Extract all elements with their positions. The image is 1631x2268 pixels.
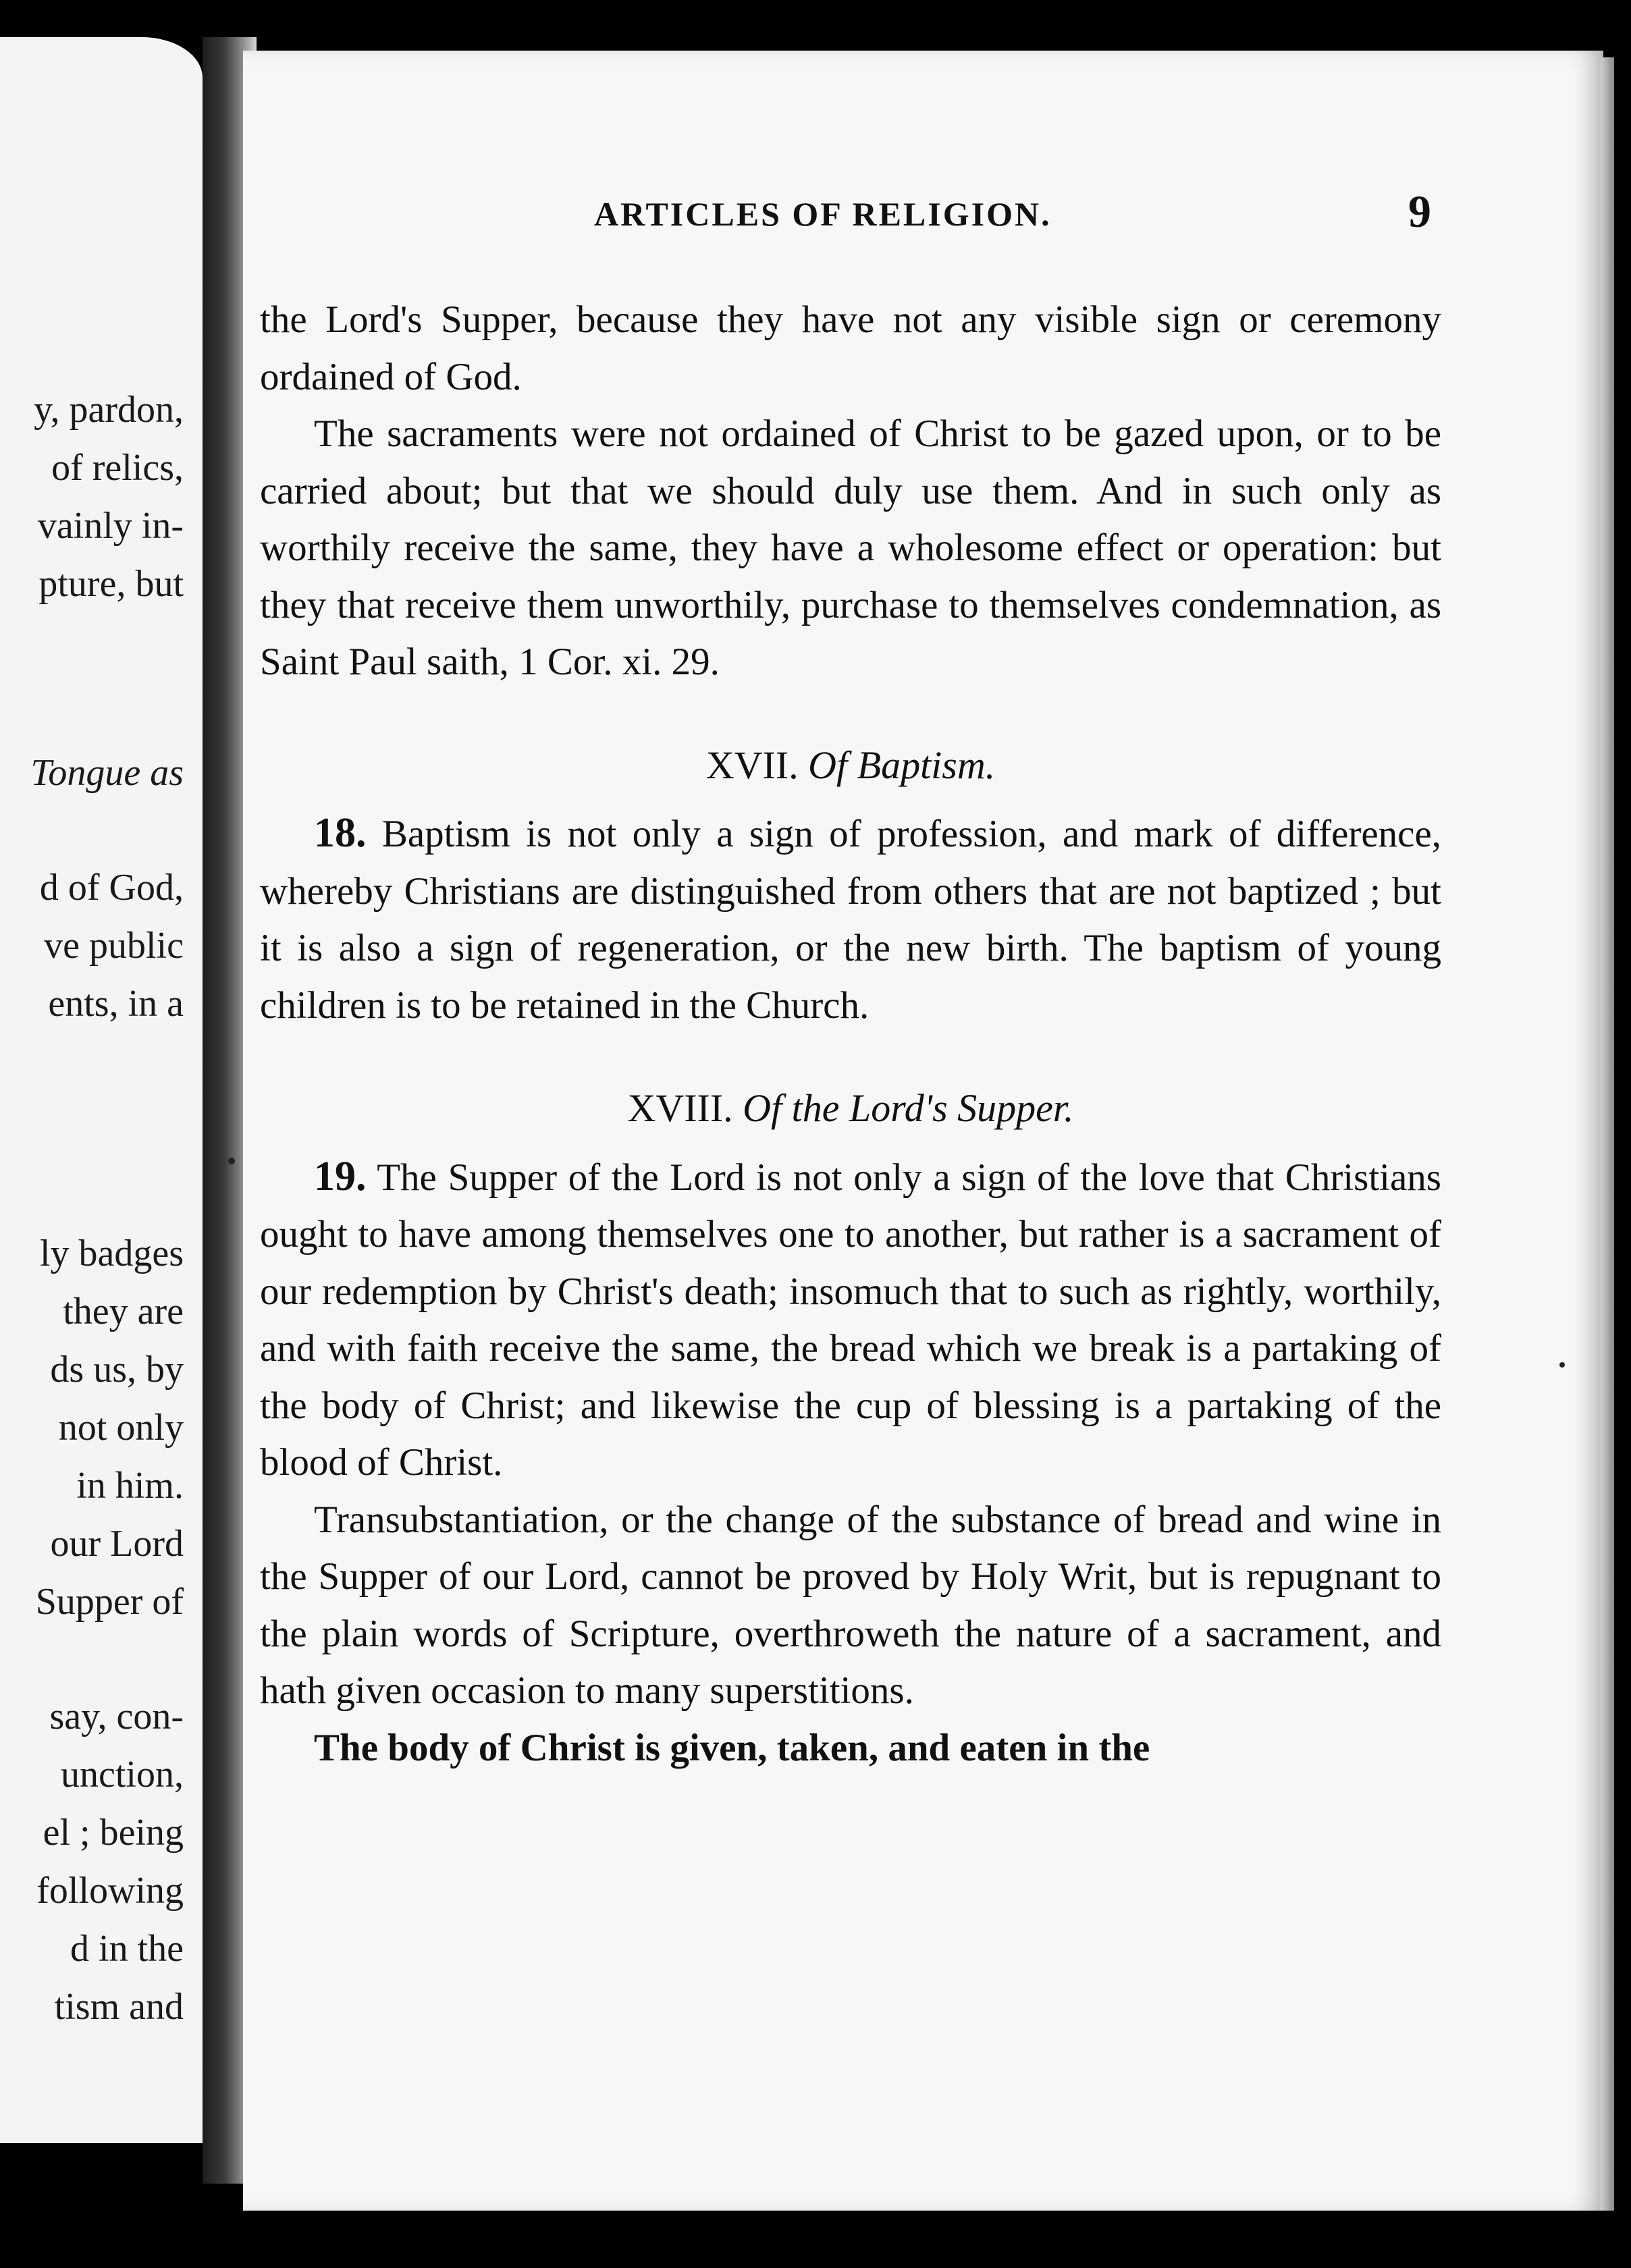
left-line: they are xyxy=(63,1291,184,1332)
left-line: following xyxy=(36,1870,184,1912)
page-header xyxy=(594,186,1431,248)
paragraph-transubstantiation: Transubstantiation, or the change of the substance of bread and wine in the Supper of our Lord, cannot be proved by Holy Writ, but is repugnant to the plain words of Scripture, overthroweth the nature of a sacrament, and hath given occasion to many superstitions. xyxy=(260,1498,1441,1712)
page-body xyxy=(260,292,1441,1777)
left-line: tism and xyxy=(54,1986,184,2028)
left-line: ve public xyxy=(44,925,184,967)
left-line: d of God, xyxy=(39,867,184,909)
left-line: ds us, by xyxy=(50,1349,184,1390)
left-line: el ; being xyxy=(43,1812,184,1854)
left-line: Tongue as xyxy=(30,752,184,794)
left-line: y, pardon, xyxy=(34,389,184,431)
article-numeral: XVIII. xyxy=(627,1086,733,1130)
facing-page-fragment xyxy=(0,37,203,2143)
left-line: pture, but xyxy=(38,563,184,605)
article-title: Of the Lord's Supper. xyxy=(743,1086,1074,1130)
left-line: of relics, xyxy=(51,447,184,489)
article-heading-lords-supper xyxy=(260,1080,1441,1137)
left-line: unction, xyxy=(61,1754,184,1796)
left-line: Supper of xyxy=(35,1581,184,1623)
left-line: ly badges xyxy=(39,1233,184,1274)
article-title: Of Baptism. xyxy=(808,742,996,787)
page-number: 9 xyxy=(1408,186,1431,237)
article-heading-baptism xyxy=(260,737,1441,794)
article-number: 19. xyxy=(314,1153,367,1199)
left-line: vainly in- xyxy=(37,505,184,547)
paragraph-text: Baptism is not only a sign of profession, and mark of difference, whereby Christians are distinguished from others that are not baptized ; but it is also a sign of regeneration, or the new birth. The baptism of young children is to be retained in the Church. xyxy=(260,813,1442,1027)
paragraph-continuation: the Lord's Supper, because they have not any visible sign or ceremony ordained of God. xyxy=(260,298,1441,398)
running-head: ARTICLES OF RELIGION. xyxy=(594,195,1052,233)
left-line: say, con- xyxy=(49,1696,184,1737)
left-line: not only xyxy=(58,1407,184,1449)
ink-speck xyxy=(228,1158,235,1164)
page-edge xyxy=(1601,57,1614,2211)
left-line: in him. xyxy=(76,1465,184,1507)
article-number: 18. xyxy=(314,810,367,856)
paragraph-sacraments: The sacraments were not ordained of Christ to be gazed upon, or to be carried about; but that we should duly use them. And in such only as worthily receive the same, they have a wholesome effect or operation: but they that receive them unworthily, purchase to themselves condemnation, as Saint Paul saith, 1 Cor. xi. 29. xyxy=(260,412,1441,683)
left-line: our Lord xyxy=(50,1523,184,1565)
left-line: ents, in a xyxy=(48,983,184,1025)
paragraph-lords-supper xyxy=(260,1148,1441,1492)
article-numeral: XVII. xyxy=(705,742,799,787)
paragraph-body-of-christ: The body of Christ is given, taken, and eaten in the xyxy=(314,1726,1150,1769)
ink-speck xyxy=(1559,1362,1565,1368)
left-line: d in the xyxy=(70,1928,184,1970)
paragraph-baptism xyxy=(260,805,1441,1034)
paragraph-text: The Supper of the Lord is not only a sign of the love that Christians ought to have among themselves one to another, but rather is a sacrament of our redemption by Christ's death; insomuch that to such as rightly, worthily, and with faith receive the same, the bread which we break is a partaking of the body of Christ; and likewise the cup of blessing is a partaking of the blood of Christ. xyxy=(260,1156,1441,1484)
